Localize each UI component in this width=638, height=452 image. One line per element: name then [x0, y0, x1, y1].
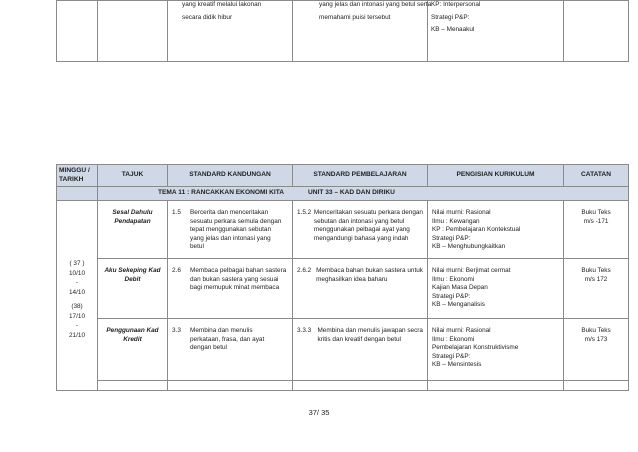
sp-number: 2.6.2: [297, 267, 312, 274]
tajuk-line: Kredit: [123, 335, 142, 343]
top-table-fragment: [56, 0, 629, 62]
sk-line: yang jelas dan intonasi yang: [190, 234, 271, 242]
header-standard-kandungan: STANDARD KANDUNGAN: [168, 165, 293, 187]
rpt-table: [56, 164, 629, 391]
sk-line: Membina dan menulis: [190, 327, 253, 334]
sk-line: tepat menggunakan sebutan: [190, 226, 272, 234]
pk-line: Strategi P&P:: [432, 234, 471, 242]
sp-line: kritis dan kreatif dengan betul: [317, 335, 401, 343]
empty-cell: [168, 381, 293, 391]
pk-line: Ilmu : Kewangan: [432, 217, 480, 225]
sp-number: 3.3.3: [297, 327, 312, 334]
table-header-row: [57, 165, 629, 187]
sp-line: Menceritakan sesuatu perkara dengan: [313, 209, 423, 216]
top-pk-line: KP: Interpersonal: [431, 1, 481, 8]
week-line: ( 37 ): [69, 260, 85, 267]
week-line: (38): [71, 303, 83, 310]
empty-row: [57, 381, 629, 391]
week-line: 21/10: [69, 331, 85, 339]
catatan-cell: [564, 319, 629, 381]
table-row: [57, 201, 629, 259]
sp-line: Membaca bahan bukan sastera untuk: [316, 267, 423, 274]
top-sk-line: yang kreatif melalui lakonan: [182, 1, 262, 8]
pk-line: Strategi P&P:: [432, 352, 471, 360]
top-sk-cell: [168, 1, 293, 62]
top-sp-line: yang jelas dan intonasi yang betul serta: [319, 1, 432, 8]
catatan-line: Buku Teks: [581, 327, 611, 334]
sk-line: sesuatu perkara semula dengan: [190, 217, 282, 225]
tajuk-cell: [98, 201, 168, 259]
sk-number: 3.3: [172, 327, 181, 334]
catatan-cell: [564, 259, 629, 319]
pk-cell: [428, 201, 564, 259]
header-tajuk: TAJUK: [98, 165, 168, 187]
sk-line: betul: [190, 243, 204, 251]
tajuk-line: Pendapatan: [114, 217, 151, 225]
pk-line: Ilmu : Ekonomi: [432, 275, 475, 283]
sk-number: 2.6: [172, 267, 181, 274]
catatan-line: m/s -171: [583, 217, 609, 225]
sp-line: sebutan dan intonasi yang betul: [313, 217, 405, 225]
sp-line: Membina dan menulis jawapan secra: [317, 327, 423, 334]
empty-cell: [564, 381, 629, 391]
catatan-line: m/s 173: [584, 335, 608, 343]
sk-cell: [168, 319, 293, 381]
top-catatan-cell: [564, 1, 629, 62]
tajuk-line: Penggunaan Kad: [106, 327, 159, 334]
pk-line: Nilai murni: Berjimat cermat: [432, 267, 511, 274]
week-date-cell: [57, 201, 98, 391]
catatan-line: Buku Teks: [581, 267, 611, 274]
catatan-cell: [564, 201, 629, 259]
top-sp-cell: [293, 1, 432, 62]
top-table-row: [57, 1, 629, 62]
week-line: -: [75, 279, 79, 286]
pk-line: KB – Mensintesis: [432, 361, 482, 369]
top-tajuk-cell: [98, 1, 168, 62]
pk-line: Strategi P&P:: [432, 292, 471, 300]
header-minggu-line: TARIKH: [59, 175, 84, 183]
top-pk-cell: [428, 1, 564, 62]
sk-line: perkataan, frasa, dan ayat: [190, 335, 265, 343]
sp-cell: [293, 201, 428, 259]
sk-line: Membaca pelbagai bahan sastera: [190, 267, 287, 274]
header-minggu: [57, 165, 98, 187]
sk-cell: [168, 259, 293, 319]
pk-line: Nilai murni: Rasional: [432, 209, 491, 216]
pk-cell: [428, 319, 564, 381]
sk-line: dan bukan sastera yang sesuai: [190, 275, 279, 283]
pk-line: KB – Menganalisis: [432, 301, 485, 309]
pk-line: Pembelajaran Konstruktivisme: [432, 344, 519, 352]
sp-line: mengandungi bahasa yang indah: [313, 234, 409, 242]
empty-cell: [293, 381, 428, 391]
week-line: 14/10: [69, 288, 85, 296]
catatan-line: m/s 172: [584, 275, 608, 283]
empty-cell: [428, 381, 564, 391]
top-sp-line: memahami puisi tersebut: [319, 13, 391, 21]
sp-number: 1.5.2: [297, 209, 312, 216]
unit-label: UNIT 33 – KAD DAN DIRIKU: [308, 189, 395, 197]
table-row: [57, 259, 629, 319]
header-catatan: CATATAN: [564, 165, 629, 187]
tema-spacer-cell: [57, 187, 98, 201]
sk-cell: [168, 201, 293, 259]
catatan-line: Buku Teks: [581, 209, 611, 216]
pk-line: Kajian Masa Depan: [432, 284, 488, 292]
header-standard-pembelajaran: STANDARD PEMBELAJARAN: [293, 165, 428, 187]
header-pengisian-kurikulum: PENGISIAN KURIKULUM: [428, 165, 564, 187]
tajuk-line: Debit: [124, 275, 141, 283]
top-pk-line: Strategi P&P:: [431, 13, 470, 21]
sp-line: menggunakan pelbagai ayat yang: [313, 226, 410, 234]
top-sk-line: secara didik hibur: [182, 13, 233, 21]
tema-row: [57, 187, 629, 201]
week-line: 17/10: [69, 312, 85, 320]
top-pk-line: KB – Menaakul: [431, 26, 475, 34]
sk-number: 1.5: [172, 209, 181, 216]
table-row: [57, 319, 629, 381]
sk-line: Bercerita dan menceritakan: [190, 209, 269, 216]
tajuk-cell: [98, 259, 168, 319]
tema-cell: [98, 187, 629, 201]
empty-cell: [98, 381, 168, 391]
tema-label: TEMA 11 : RANCAKKAN EKONOMI KITA: [158, 189, 285, 197]
week-line: -: [75, 322, 79, 329]
sk-line: bagi memupuk minat membaca: [190, 284, 280, 292]
sp-line: meghasilkan idea baharu: [316, 275, 388, 283]
pk-cell: [428, 259, 564, 319]
week-line: 10/10: [69, 269, 85, 277]
pk-line: Ilmu : Ekonomi: [432, 335, 475, 343]
page-number: 37/ 35: [308, 408, 330, 417]
pk-line: Nilai murni: Rasional: [432, 327, 491, 334]
header-minggu-line: MINGGU /: [59, 166, 90, 174]
tajuk-line: Aku Sekeping Kad: [104, 267, 161, 274]
sk-line: dengan betul: [190, 344, 227, 352]
pk-line: KB – Menghubungkaitkan: [432, 243, 506, 251]
tajuk-line: Sesal Dahulu: [112, 209, 153, 216]
tajuk-cell: [98, 319, 168, 381]
sp-cell: [293, 259, 428, 319]
sp-cell: [293, 319, 428, 381]
top-minggu-cell: [57, 1, 98, 62]
pk-line: KP : Pembelajaran Kontekstual: [432, 226, 521, 234]
